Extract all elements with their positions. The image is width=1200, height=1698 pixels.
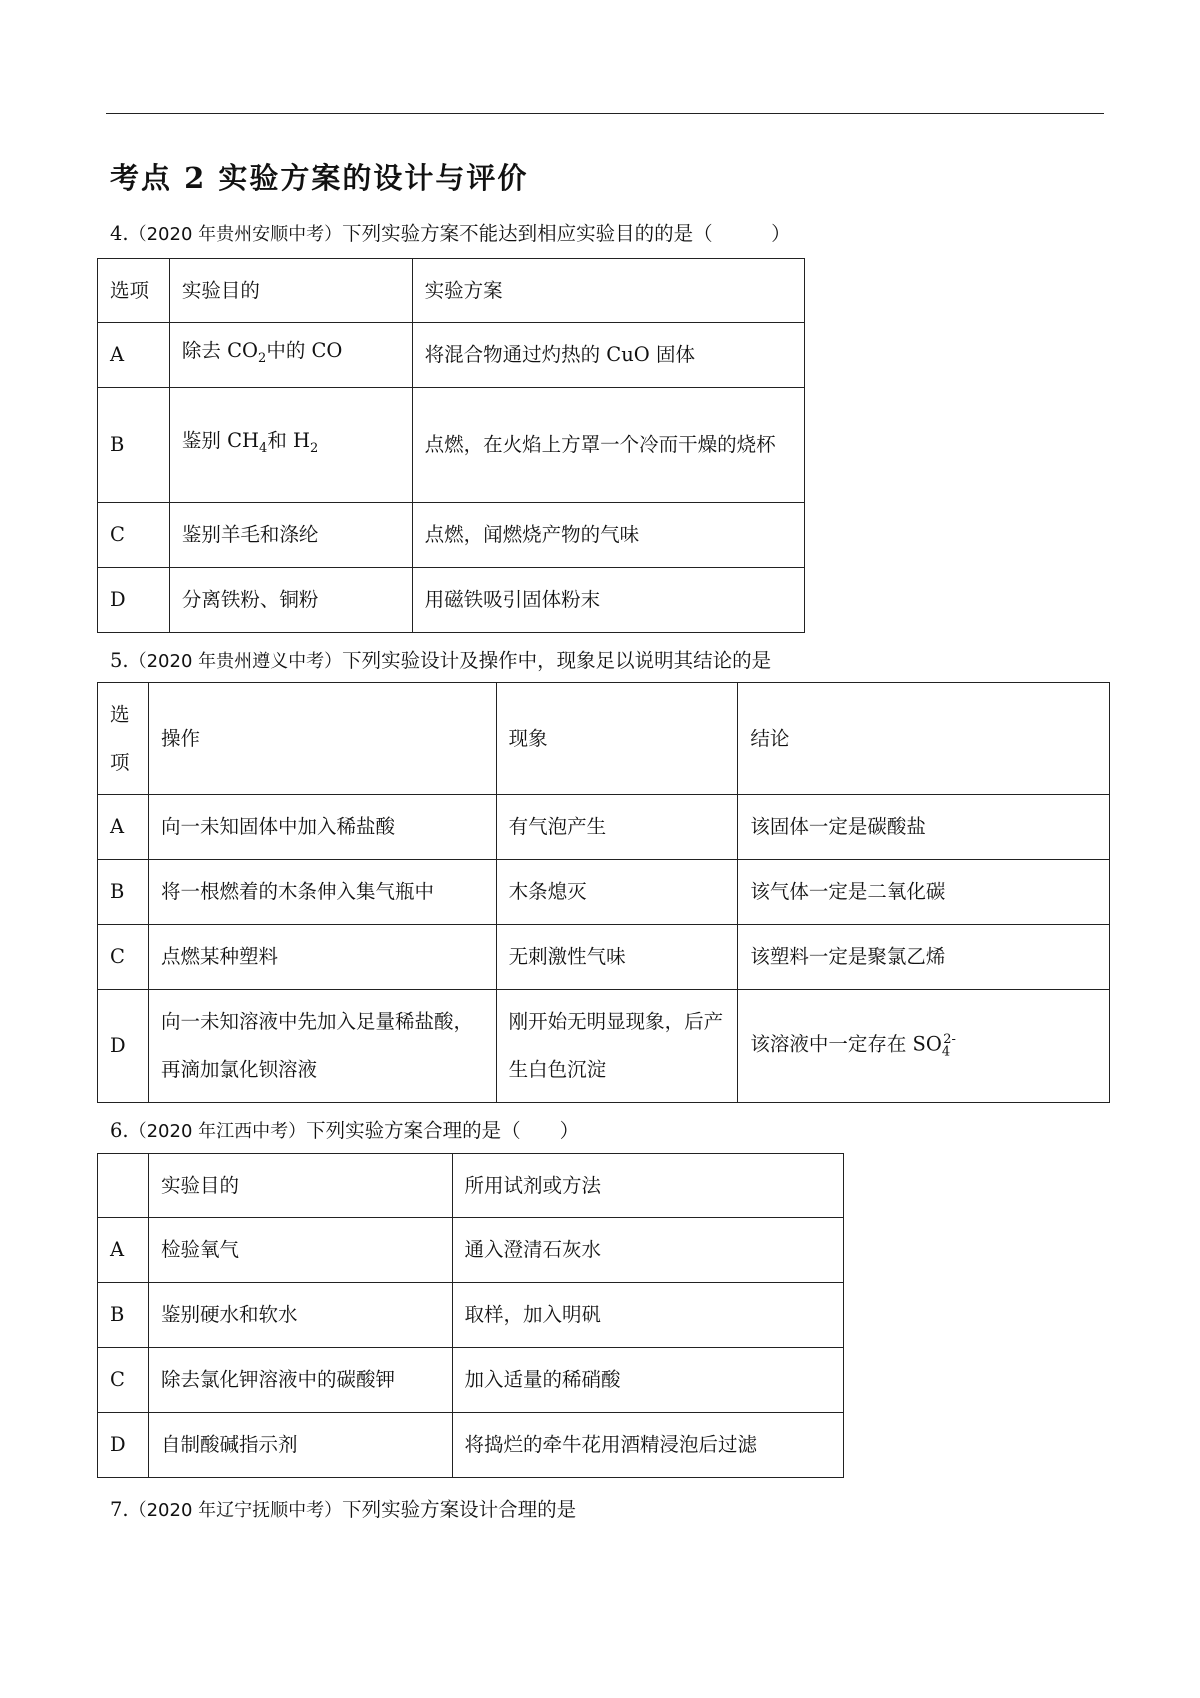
option-cell: C [98, 925, 149, 990]
question-number: 5. [110, 649, 129, 672]
goal-cell [169, 323, 412, 388]
table-row [98, 388, 805, 503]
question-stem: 下列实验方案设计合理的是 [342, 1498, 577, 1521]
conclusion-cell [738, 990, 1110, 1103]
q6-table [97, 1153, 844, 1478]
question-source: （2020 年辽宁抚顺中考） [128, 1500, 343, 1521]
q5-table [97, 682, 1110, 1103]
question-source: （2020 年贵州遵义中考） [128, 651, 343, 672]
question-number: 4. [110, 222, 129, 245]
table-row [98, 795, 1110, 860]
conclusion-cell: 该气体一定是二氧化碳 [738, 860, 1110, 925]
table-row [98, 860, 1110, 925]
plan-cell: 用磁铁吸引固体粉末 [412, 568, 804, 633]
option-cell: C [98, 1348, 149, 1413]
table-row [98, 323, 805, 388]
question-6-line [110, 1115, 579, 1143]
method-cell: 加入适量的稀硝酸 [452, 1348, 843, 1413]
table-row [98, 1218, 844, 1283]
conclusion-cell: 该固体一定是碳酸盐 [738, 795, 1110, 860]
goal-text: 除去 CO [181, 339, 259, 363]
option-cell: B [98, 388, 170, 503]
phenomenon-cell: 有气泡产生 [496, 795, 738, 860]
goal-text: 和 H [267, 429, 311, 453]
table-header-row [98, 1154, 844, 1218]
goal-cell: 鉴别硬水和软水 [148, 1283, 452, 1348]
question-stem: 下列实验方案合理的是（ ） [306, 1119, 580, 1142]
table-row [98, 568, 805, 633]
goal-cell [169, 388, 412, 503]
goal-cell: 除去氯化钾溶液中的碳酸钾 [148, 1348, 452, 1413]
table-row [98, 1283, 844, 1348]
header-cell: 选项 [98, 259, 170, 323]
phenomenon-cell: 无刺激性气味 [496, 925, 738, 990]
table-header-row [98, 683, 1110, 795]
operation-cell: 向一未知固体中加入稀盐酸 [148, 795, 496, 860]
table-row [98, 503, 805, 568]
goal-text: 鉴别 CH [181, 429, 260, 453]
header-cell: 所用试剂或方法 [452, 1154, 843, 1218]
question-number: 6. [110, 1119, 129, 1142]
subscript: 2 [310, 440, 319, 456]
operation-cell: 将一根燃着的木条伸入集气瓶中 [148, 860, 496, 925]
question-source: （2020 年贵州安顺中考） [128, 224, 343, 245]
header-cell: 结论 [738, 683, 1110, 795]
option-cell: D [98, 568, 170, 633]
option-cell: A [98, 1218, 149, 1283]
section-title: 考点 2 实验方案的设计与评价 [110, 161, 529, 195]
conclusion-cell: 该塑料一定是聚氯乙烯 [738, 925, 1110, 990]
operation-cell: 点燃某种塑料 [148, 925, 496, 990]
operation-cell: 向一未知溶液中先加入足量稀盐酸，再滴加氯化钡溶液 [148, 990, 496, 1103]
goal-text: 中的 CO [266, 339, 343, 363]
option-cell: A [98, 323, 170, 388]
q4-table [97, 258, 805, 633]
phenomenon-cell: 刚开始无明显现象，后产生白色沉淀 [496, 990, 738, 1103]
question-5-line [110, 645, 771, 673]
subscript: 4 [941, 1044, 951, 1060]
option-cell: D [98, 990, 149, 1103]
method-cell: 取样，加入明矾 [452, 1283, 843, 1348]
table-row [98, 1348, 844, 1413]
plan-cell: 点燃，闻燃烧产物的气味 [412, 503, 804, 568]
method-cell: 将捣烂的牵牛花用酒精浸泡后过滤 [452, 1413, 843, 1478]
header-cell: 操作 [148, 683, 496, 795]
table-row [98, 1413, 844, 1478]
goal-cell: 自制酸碱指示剂 [148, 1413, 452, 1478]
option-cell: D [98, 1413, 149, 1478]
question-source: （2020 年江西中考） [128, 1121, 307, 1142]
option-cell: A [98, 795, 149, 860]
phenomenon-cell: 木条熄灭 [496, 860, 738, 925]
table-row [98, 990, 1110, 1103]
header-cell: 现象 [496, 683, 738, 795]
header-rule [106, 113, 1104, 114]
table-row [98, 925, 1110, 990]
option-cell: C [98, 503, 170, 568]
question-7-line [110, 1494, 576, 1522]
header-cell [98, 1154, 149, 1218]
header-cell: 实验目的 [169, 259, 412, 323]
question-stem: 下列实验方案不能达到相应实验目的的是（ ） [342, 222, 791, 245]
question-number: 7. [110, 1498, 129, 1521]
header-cell: 实验方案 [412, 259, 804, 323]
table-header-row [98, 259, 805, 323]
plan-cell: 将混合物通过灼热的 CuO 固体 [412, 323, 804, 388]
header-cell: 选项 [98, 683, 149, 795]
plan-cell: 点燃，在火焰上方罩一个冷而干燥的烧杯 [412, 388, 804, 503]
method-cell: 通入澄清石灰水 [452, 1218, 843, 1283]
superscript: 2- [943, 1031, 956, 1047]
question-stem: 下列实验设计及操作中，现象足以说明其结论的是 [342, 649, 772, 672]
subscript: 2 [258, 350, 267, 366]
goal-cell: 分离铁粉、铜粉 [169, 568, 412, 633]
option-cell: B [98, 860, 149, 925]
option-cell: B [98, 1283, 149, 1348]
question-4-line [110, 218, 791, 246]
goal-cell: 检验氧气 [148, 1218, 452, 1283]
conclusion-text: 该溶液中一定存在 SO [750, 1032, 942, 1056]
goal-cell: 鉴别羊毛和涤纶 [169, 503, 412, 568]
subscript: 4 [259, 440, 268, 456]
header-cell: 实验目的 [148, 1154, 452, 1218]
